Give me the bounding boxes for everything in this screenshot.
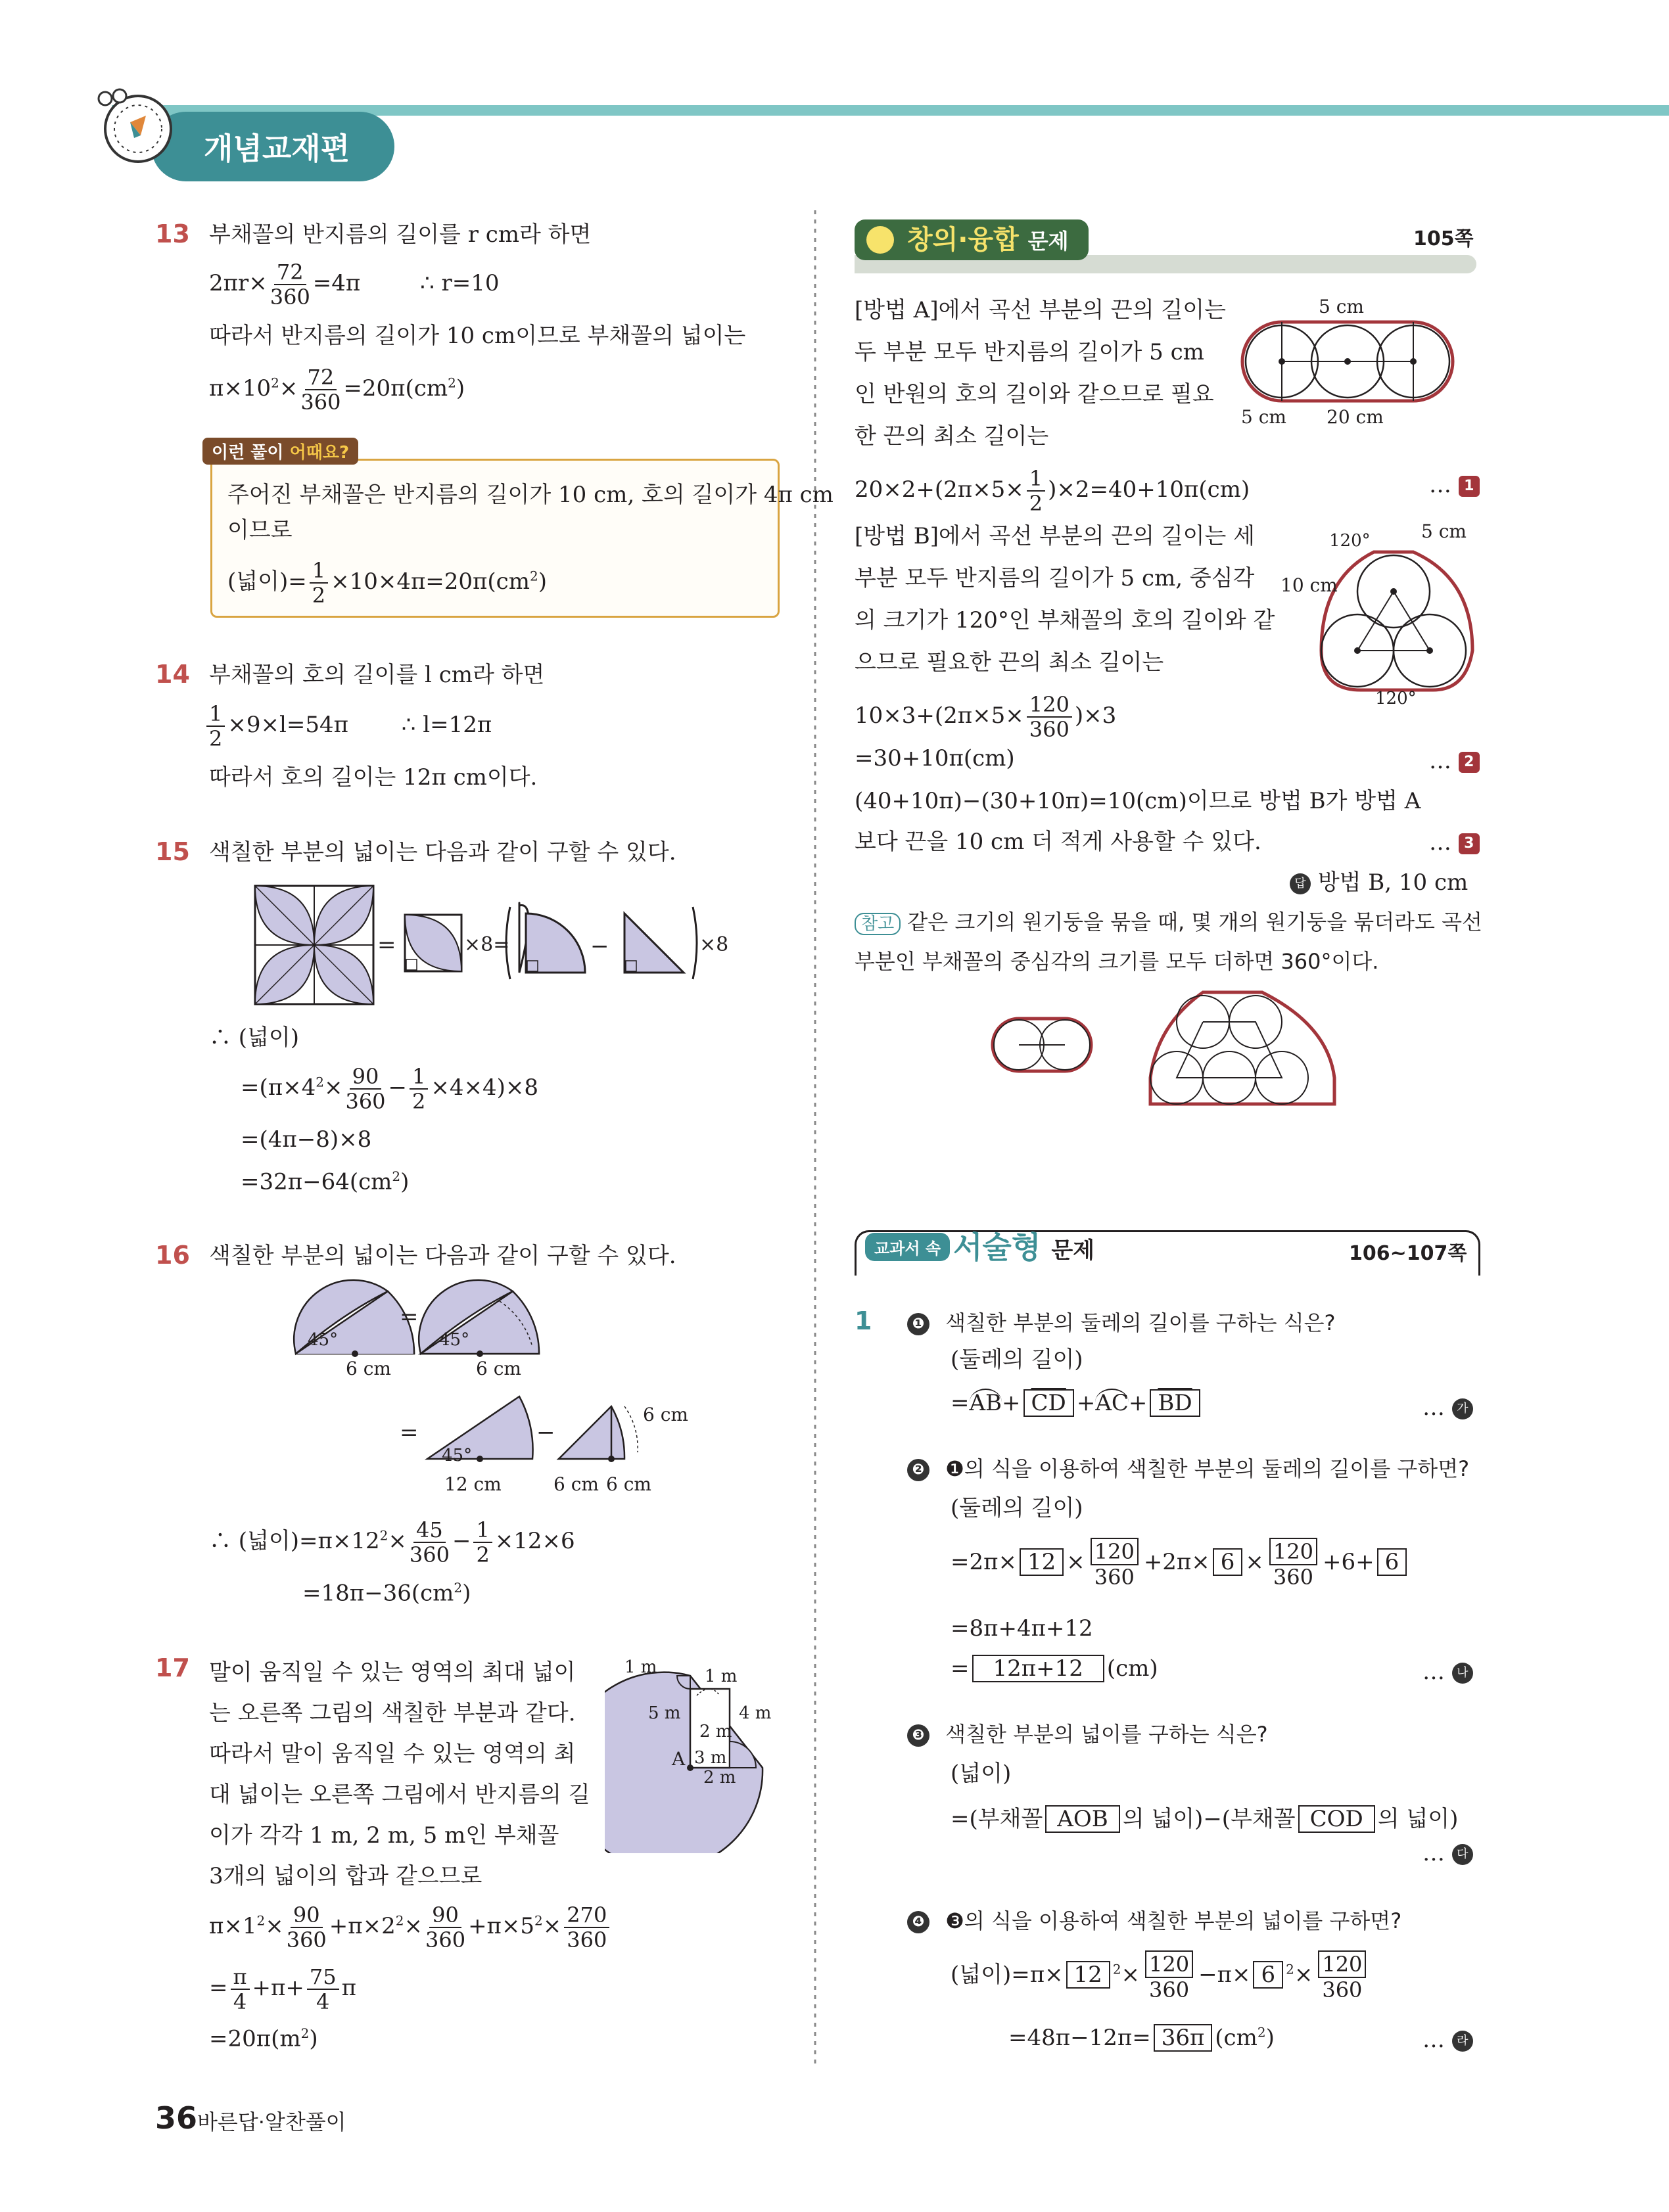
p16-line2: $=18\pi-36(cm^2)$: [302, 1580, 471, 1607]
problem-17-number: 17: [155, 1653, 190, 1682]
step3-a1: (넓이): [951, 1761, 1012, 1787]
footer-title: 바른답·알찬풀이: [197, 2109, 346, 2134]
p16-len-4: 6 cm: [553, 1473, 599, 1495]
reference-line2: 부분인 부채꼴의 중심각의 크기를 모두 더하면 360°이다.: [855, 949, 1379, 974]
p16-deg-3: 45°: [442, 1446, 473, 1465]
step4-eq1: (넓이)=π× 12 $^2$× $\frac{120}{360}$ −π× 6 $^2$× $\frac{120}{360}$: [951, 1950, 1371, 2002]
compare-line2: 보다 끈을 10 cm 더 적게 사용할 수 있다.: [855, 829, 1261, 855]
answer: 답 방법 B, 10 cm: [1290, 867, 1468, 898]
problem-16-number: 16: [155, 1241, 190, 1270]
p17-m3: 3 m: [694, 1748, 727, 1768]
p16-eq-2: =: [400, 1419, 419, 1446]
mark-c: … 3: [1429, 829, 1480, 856]
p16-len-1: 6 cm: [346, 1358, 391, 1379]
p17-A: A: [672, 1748, 686, 1770]
fig-b-120-bottom: 120°: [1375, 689, 1417, 708]
p17-line1: $\pi\times 1^2\times$ $\frac{90}{360}$ $+\pi\times 2^2\times$ $\frac{90}{360}$ $+\pi\times 5^2\times$ $\frac{270}{360}$: [209, 1903, 612, 1952]
step2-eq1: =2π× 12 × $\frac{120}{360}$ +2π× 6 × $\frac{120}{360}$ +6+ 6: [951, 1538, 1409, 1589]
p17-text: 말이 움직일 수 있는 영역의 최대 넓이 는 오른쪽 그림의 색칠한 부분과 같다. 따라서 말이 움직일 수 있는 영역의 최 대 넓이는 오른쪽 그림에서 반지름의 길 이가 각각 1 m, 2 m, 5 m인 부채꼴 3개의 넓이의 합과 같으므로: [209, 1659, 590, 1889]
problem-15-number: 15: [155, 837, 190, 866]
step1-question: ❶ 색칠한 부분의 둘레의 길이를 구하는 식은?: [907, 1308, 1336, 1338]
p17-figure: [605, 1656, 776, 1853]
problem-14-number: 14: [155, 660, 190, 689]
problem-13-number: 13: [155, 219, 190, 248]
eq-method-a: 20×2+(2π×5× $\frac{1}{2}$ )×2=40+10π(cm): [855, 466, 1250, 516]
p17-m2b: 2 m: [703, 1768, 736, 1787]
bulb-icon: [866, 226, 894, 254]
creative-page: 105쪽: [1413, 227, 1474, 250]
p16-deg-1: 45°: [308, 1330, 339, 1350]
p15-minus: −: [590, 933, 609, 959]
p17-m2a: 2 m: [699, 1722, 732, 1741]
method-a-figure: [1229, 309, 1479, 414]
step3-eq: =(부채꼴 AOB 의 넓이)−(부채꼴 COD 의 넓이): [951, 1806, 1459, 1832]
compare-line1: (40+10π)−(30+10π)=10(cm)이므로 방법 B가 방법 A: [855, 788, 1421, 814]
header-badge: 개념교재편: [204, 131, 350, 166]
essay-tag: 교과서 속: [865, 1233, 950, 1261]
p15-eq-sign: =: [377, 932, 396, 958]
creative-a-text: [방법 A]에서 곡선 부분의 끈의 길이는 두 부분 모두 반지름의 길이가 5 cm 인 반원의 호의 길이와 같으므로 필요 한 끈의 최소 길이는: [855, 297, 1226, 449]
fig-b-5cm: 5 cm: [1421, 520, 1467, 542]
p15-line3: $=32\pi-64(cm^2)$: [241, 1168, 410, 1195]
step2-eq2: =8π+4π+12: [951, 1615, 1093, 1642]
p14-intro: 부채꼴의 호의 길이를 l cm라 하면: [209, 662, 545, 688]
p16-len-3: 6 cm: [643, 1404, 688, 1425]
p16-deg-2: 45°: [439, 1330, 470, 1350]
p14-line2: 따라서 호의 길이는 12π cm이다.: [209, 764, 538, 791]
tip-line2: 이므로: [227, 517, 293, 543]
step2-a1: (둘레의 길이): [951, 1495, 1083, 1521]
p17-m4: 4 m: [739, 1703, 772, 1723]
page-number: 36: [155, 2100, 198, 2136]
fig-a-5cm: 5 cm: [1319, 296, 1364, 317]
p17-m1b: 1 m: [705, 1667, 738, 1686]
creative-title: 창의·융합 문제: [855, 219, 1089, 260]
p13-line2: 따라서 반지름의 길이가 10 cm이므로 부채꼴의 넓이는: [209, 323, 746, 349]
p17-line3: $=20\pi(m^2)$: [209, 2025, 318, 2052]
mark-b: … 2: [1429, 748, 1480, 774]
eq-method-b: 10×3+(2π×5× $\frac{120}{360}$ )×3: [855, 692, 1117, 742]
p14-eq: $\frac{1}{2}$ ×9×l=54π ∴ l=12π: [204, 702, 492, 750]
step3-question: ❸ 색칠한 부분의 넓이를 구하는 식은?: [907, 1719, 1268, 1749]
reference-line1: 참고 같은 크기의 원기둥을 묶을 때, 몇 개의 원기둥을 묶더라도 곡선: [855, 907, 1482, 939]
fig-a-20cm: 20 cm: [1327, 406, 1384, 428]
fig-b-120-top: 120°: [1329, 531, 1371, 551]
tip-label: 이런 풀이 어때요?: [202, 438, 358, 465]
p13-eq2: $\pi\times 10^2\times$ $\frac{72}{360}$ $=20\pi(cm^2)$: [209, 365, 465, 415]
method-b-figure: [1308, 539, 1486, 697]
p16-line1: ∴ (넓이)$=\pi\times 12^2\times$ $\frac{45}{360}$ − $\frac{1}{2}$ ×12×6: [209, 1517, 575, 1567]
step3-mark: … 다: [1422, 1840, 1473, 1866]
creative-b-text: [방법 B]에서 곡선 부분의 끈의 길이는 세 부분 모두 반지름의 길이가 5 cm, 중심각 의 크기가 120°인 부채꼴의 호의 길이와 같 으므로 필요한 끈의 최소 길이는: [855, 523, 1275, 676]
p15-line2: =(4π−8)×8: [241, 1126, 372, 1153]
essay-page: 106~107쪽: [1349, 1242, 1467, 1265]
fig-b-10cm: 10 cm: [1281, 574, 1338, 596]
p16-intro: 색칠한 부분의 넓이는 다음과 같이 구할 수 있다.: [209, 1243, 676, 1269]
step2-eq3: = 12π+12 (cm): [951, 1655, 1158, 1682]
step4-eq2: =48π−12π= 36π $(cm^2)$: [1008, 2024, 1275, 2051]
step2-question: ❷ ❶의 식을 이용하여 색칠한 부분의 둘레의 길이를 구하면?: [907, 1454, 1469, 1484]
p15-times8-b: ×8: [699, 933, 729, 956]
p13-eq1: 2πr× $\frac{72}{360}$ =4π ∴ r=10: [209, 260, 500, 310]
step1-mark: … 가: [1422, 1394, 1473, 1421]
step1-eq: $=AB+ \overline{CD} +AC+ \overline{BD}$: [951, 1389, 1203, 1417]
p15-intro: 색칠한 부분의 넓이는 다음과 같이 구할 수 있다.: [209, 839, 676, 865]
step4-question: ❹ ❸의 식을 이용하여 색칠한 부분의 넓이를 구하면?: [907, 1906, 1401, 1936]
mark-a: … 1: [1429, 472, 1480, 498]
p16-len-12: 12 cm: [444, 1473, 502, 1495]
p16-eq-1: =: [400, 1304, 419, 1330]
p16-len-5: 6 cm: [606, 1473, 651, 1495]
p15-line1: $=(\pi\times 4^2\times$ $\frac{90}{360}$ − $\frac{1}{2}$ ×4×4)×8: [241, 1064, 539, 1114]
step1-a1: (둘레의 길이): [951, 1347, 1083, 1373]
essay-number: 1: [855, 1306, 872, 1335]
p16-len-2: 6 cm: [476, 1358, 521, 1379]
step4-mark: … 라: [1422, 2027, 1473, 2053]
tip-eq: (넓이)= $\frac{1}{2}$ $\times 10\times 4\pi=20\pi(cm^2)$: [227, 558, 547, 608]
reference-figure: [986, 986, 1354, 1111]
tip-line1: 주어진 부채꼴은 반지름의 길이가 10 cm, 호의 길이가 4π cm: [227, 482, 834, 508]
p17-m1a: 1 m: [624, 1657, 657, 1677]
p16-figure: [283, 1275, 703, 1505]
essay-title: 서술형 문제: [953, 1230, 1095, 1265]
eq-method-b-2: =30+10π(cm): [855, 745, 1015, 772]
p16-minus: −: [536, 1419, 555, 1446]
p15-therefore: ∴ (넓이): [209, 1025, 300, 1051]
p17-line2: = $\frac{\pi}{4}$ +π+ $\frac{75}{4}$ π: [209, 1964, 356, 2014]
p17-m5: 5 m: [648, 1703, 681, 1723]
fig-a-5cm-b: 5 cm: [1241, 406, 1286, 428]
p13-intro: 부채꼴의 반지름의 길이를 r cm라 하면: [209, 221, 592, 248]
step2-mark: … 나: [1422, 1659, 1473, 1685]
p15-times8-a: ×8=: [464, 933, 510, 956]
